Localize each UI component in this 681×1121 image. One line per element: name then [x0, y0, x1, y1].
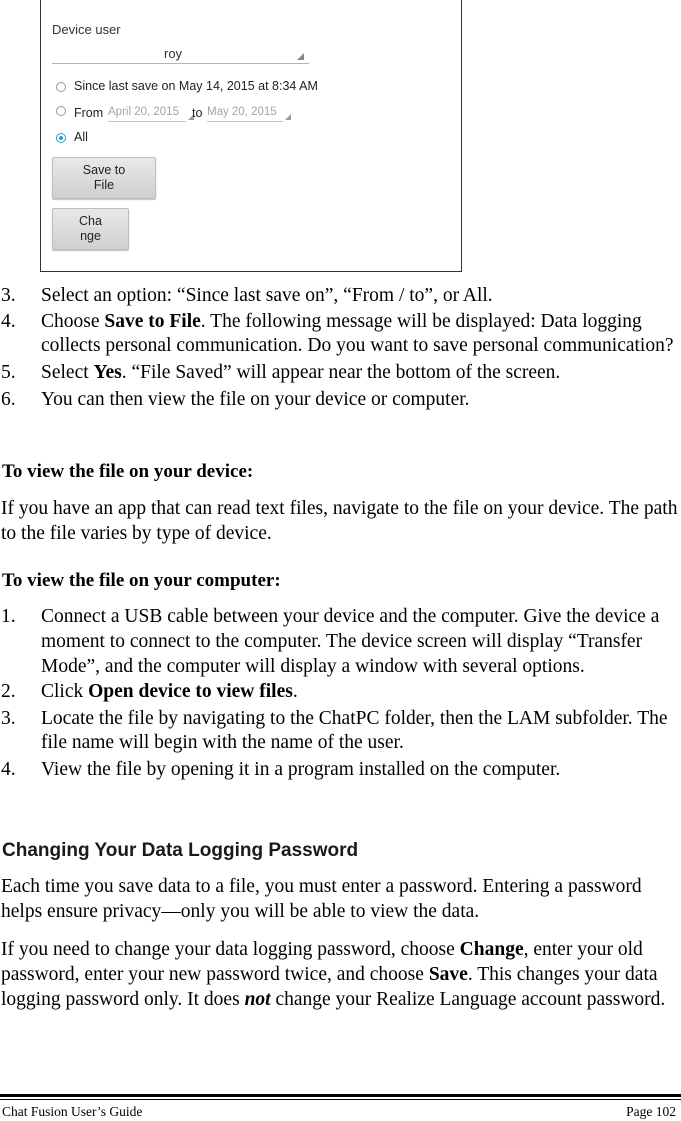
para-view-on-device: If you have an app that can read text files, navigate to the file on your device. The path to the file varies by type of device.: [1, 498, 678, 544]
dropdown-corner-icon: [297, 53, 304, 60]
settings-screenshot: [40, 0, 462, 272]
heading-view-on-computer: To view the file on your computer:: [2, 570, 281, 591]
from-date-value: April 20, 2015: [108, 106, 179, 118]
change-button[interactable]: [52, 208, 129, 250]
option-from-label: From: [74, 106, 104, 120]
device-user-value: roy: [164, 46, 183, 61]
footer-rule-thin: [0, 1099, 681, 1100]
radio-from-to[interactable]: [56, 106, 66, 116]
para-password-change: If you need to change your data logging password, choose Change, enter your old password, enter your new password twice, and choose Save. This changes your data logging password only. It does not change your Realize Language account password.: [1, 939, 666, 1010]
save-to-file-button[interactable]: [52, 157, 156, 199]
list-item: 3. Select an option: “Since last save on”, “From / to”, or All.: [1, 285, 493, 306]
heading-view-on-device: To view the file on your device:: [2, 461, 254, 482]
list-item: 5. Select Yes. “File Saved” will appear near the bottom of the screen.: [1, 362, 561, 383]
device-user-label: Device user: [52, 22, 121, 37]
save-button-line1: Save to: [82, 163, 126, 177]
option-all-label: All: [74, 130, 88, 144]
list-item: 3. Locate the file by navigating to the ChatPC folder, then the LAM subfolder. The file name will begin with the name of the user.: [1, 708, 668, 753]
to-date-field[interactable]: [207, 106, 283, 122]
save-button-line2: File: [93, 178, 115, 192]
para-password-intro: Each time you save data to a file, you must enter a password. Entering a password helps ensure privacy—only you will be able to view the data.: [1, 876, 642, 922]
list-item: 2. Click Open device to view files.: [1, 681, 298, 702]
radio-since-last-save[interactable]: [56, 82, 66, 92]
to-date-value: May 20, 2015: [207, 106, 277, 118]
list-item: 1. Connect a USB cable between your device and the computer. Give the device a moment to connect to the computer. The device screen will display “Transfer Mode”, and the computer will display a window with several options.: [1, 606, 660, 677]
radio-all[interactable]: [56, 133, 66, 143]
list-item: 4. View the file by opening it in a program installed on the computer.: [1, 759, 561, 780]
device-user-select[interactable]: [52, 44, 309, 64]
dropdown-corner-icon: [285, 114, 291, 120]
from-date-field[interactable]: [108, 106, 186, 122]
to-label: to: [192, 106, 203, 120]
footer-rule-thick: [0, 1094, 681, 1097]
change-button-line2: nge: [80, 229, 101, 243]
section-heading-password: Changing Your Data Logging Password: [2, 840, 359, 861]
list-item: 6. You can then view the file on your device or computer.: [1, 389, 470, 410]
steps-computer-list: [0, 604, 681, 782]
change-button-line1: Cha: [79, 214, 102, 228]
footer-page-number: Page 102: [626, 1104, 676, 1119]
footer-guide-title: Chat Fusion User’s Guide: [2, 1104, 143, 1119]
steps-save-list: [0, 284, 681, 412]
option-since-label: Since last save on May 14, 2015 at 8:34 AM: [74, 79, 318, 93]
list-item: 4. Choose Save to File. The following message will be displayed: Data logging collects personal communication. Do you want to save personal communication?: [1, 311, 674, 356]
